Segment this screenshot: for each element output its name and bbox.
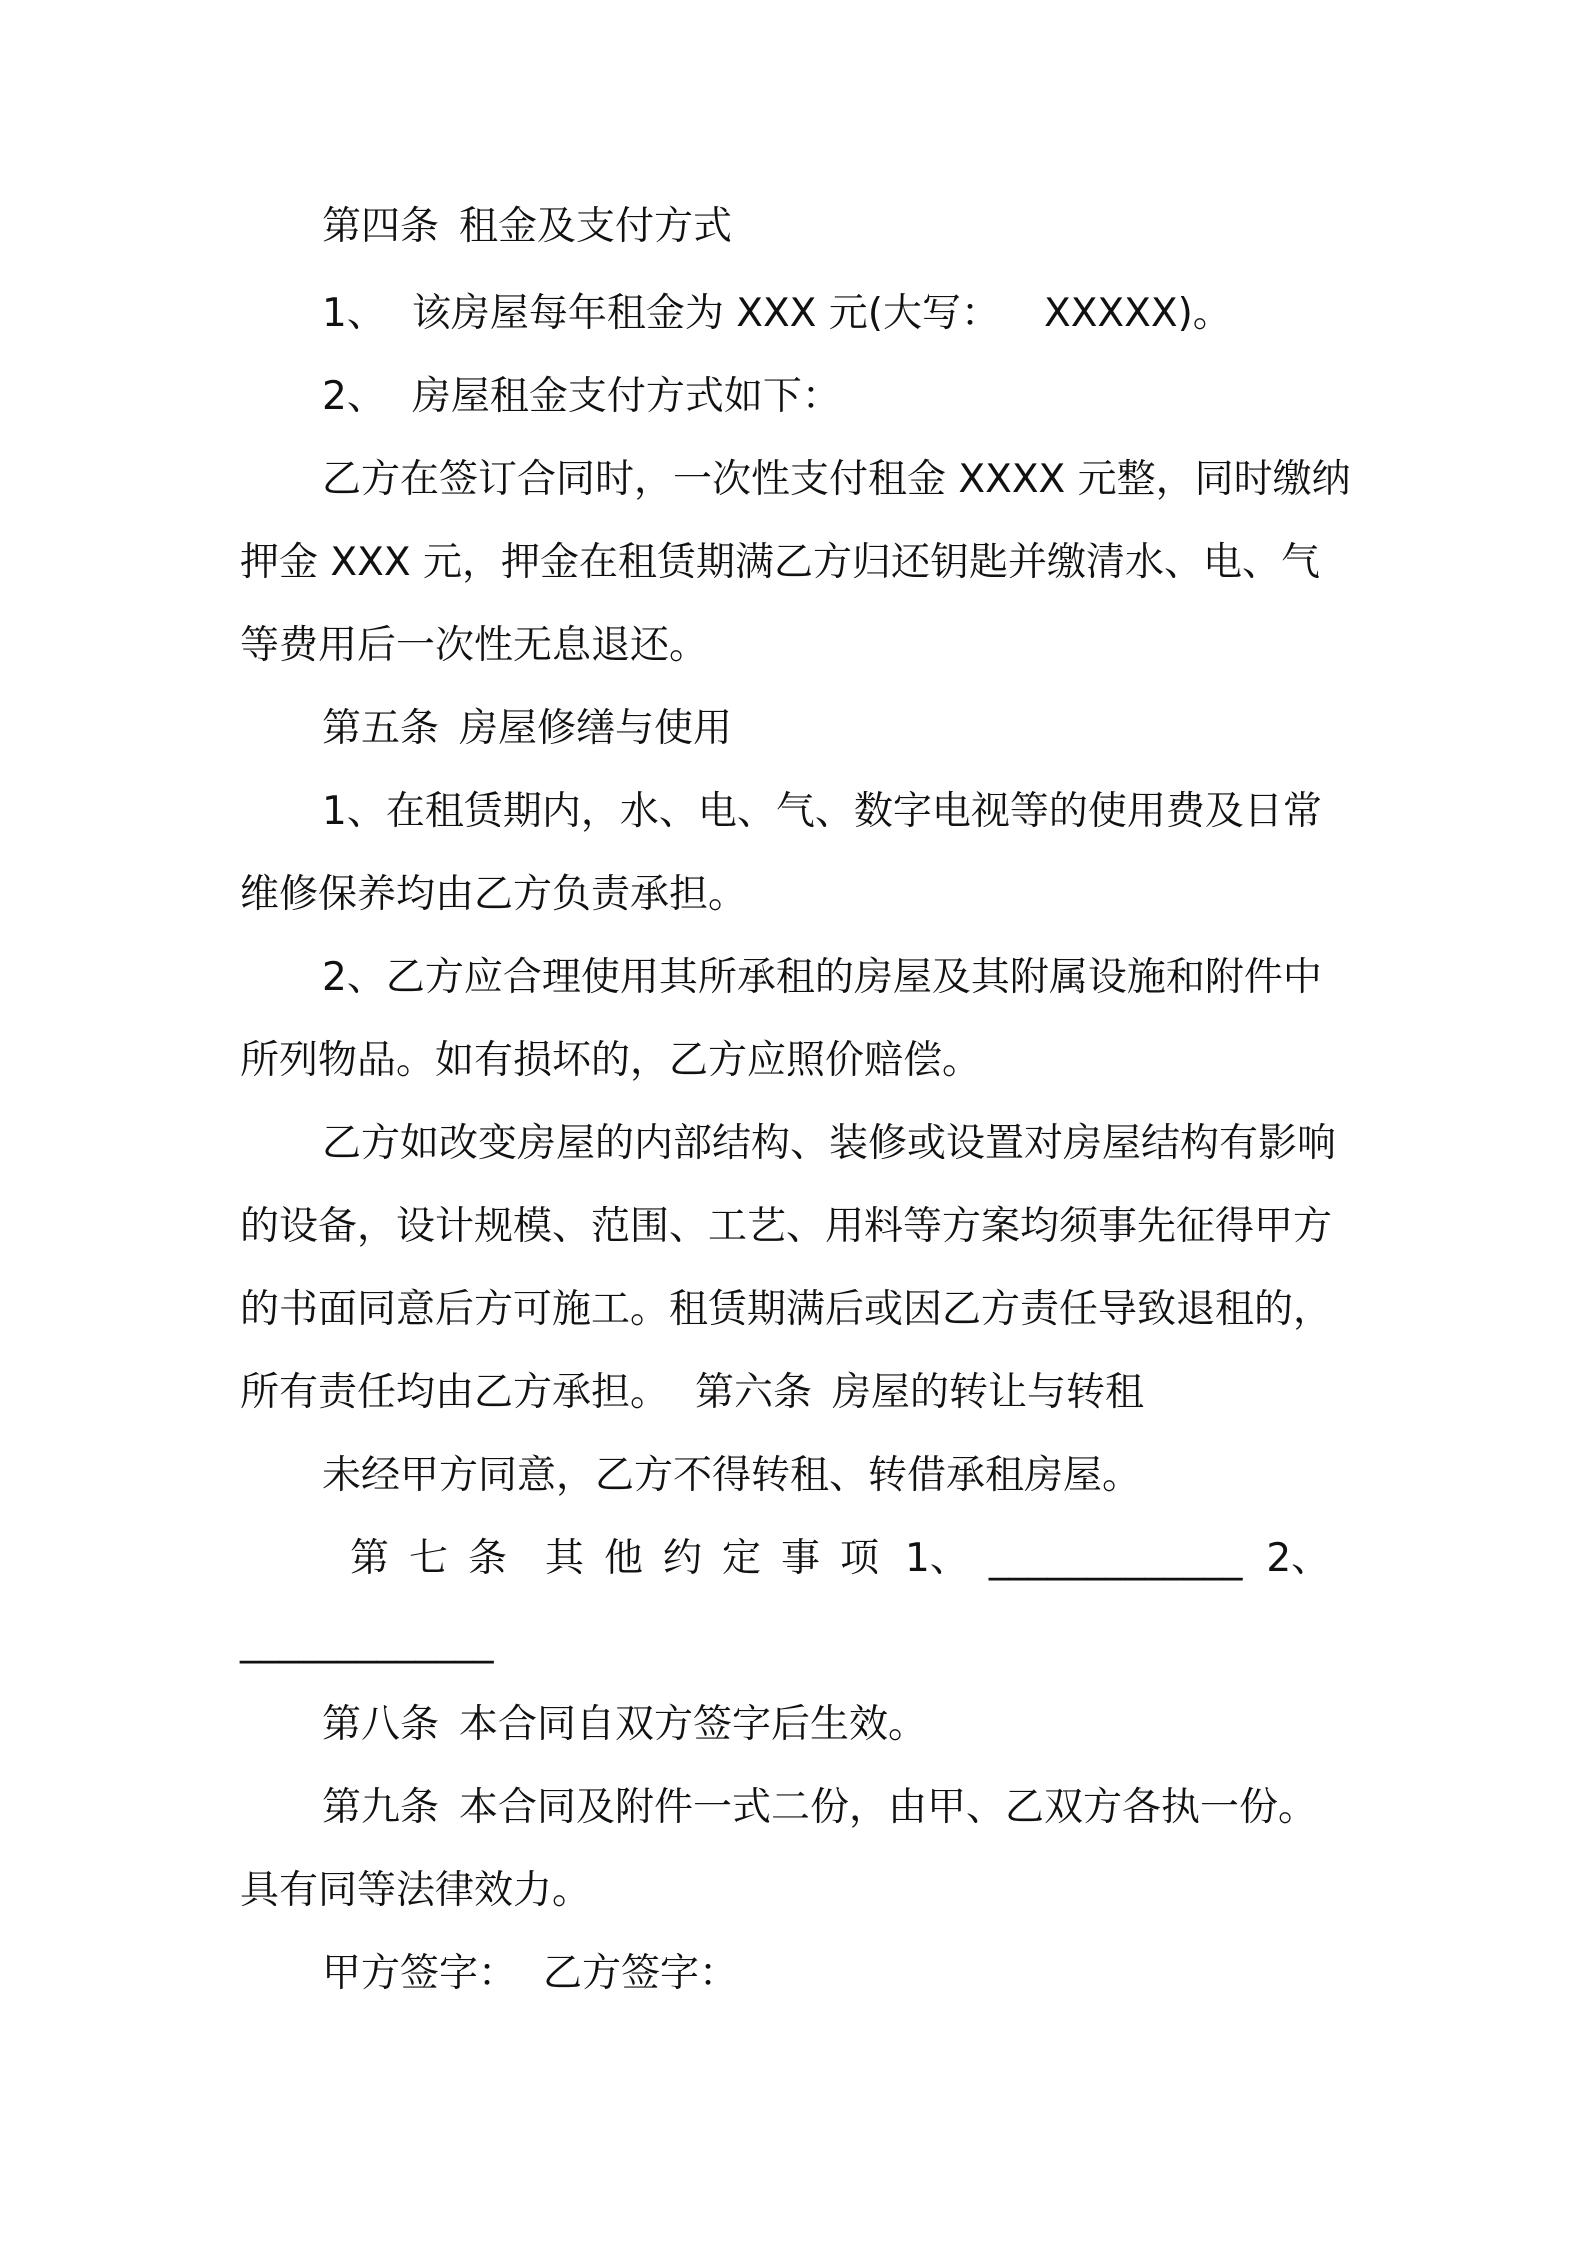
article5-item1-line1: 1、在租赁期内，水、电、气、数字电视等的使用费及日常 — [322, 789, 1322, 834]
article5-para-line3: 的书面同意后方可施工。租赁期满后或因乙方责任导致退租的， — [240, 1287, 1333, 1332]
article5-number: 第五条 — [322, 706, 440, 751]
article5-para-line1: 乙方如改变房屋的内部结构、装修或设置对房屋结构有影响 — [322, 1121, 1337, 1166]
article7-number: 第七条 — [350, 1536, 528, 1581]
article4-item2-text: 房屋租金支付方式如下： — [411, 374, 841, 419]
article7-title: 其他约定事项 — [545, 1536, 900, 1581]
article5-item2-line1: 2、乙方应合理使用其所承租的房屋及其附属设施和附件中 — [322, 955, 1322, 1000]
article7-item2-number: 2、 — [1266, 1536, 1331, 1581]
article5-para-line4 — [240, 1368, 1360, 1418]
article9-heading — [322, 1783, 1442, 1833]
article7-item1-number: 1、 — [905, 1536, 969, 1581]
article8-heading — [322, 1700, 1442, 1750]
article6-number: 第六条 — [695, 1370, 813, 1415]
article7-item1-blank: _____________ — [988, 1536, 1243, 1581]
article7-item2-blank: _____________ — [240, 1619, 494, 1664]
article9-number: 第九条 — [322, 1785, 440, 1830]
article8-number: 第八条 — [322, 1702, 440, 1747]
article4-item1-text: 该房屋每年租金为 XXX 元(大写： — [411, 291, 1000, 336]
article4-para-line3: 等费用后一次性无息退还。 — [240, 623, 709, 668]
article9-line2: 具有同等法律效力。 — [240, 1868, 592, 1913]
article5-title: 房屋修缮与使用 — [459, 706, 733, 751]
article5-para-line2: 的设备，设计规模、范围、工艺、用料等方案均须事先征得甲方 — [240, 1204, 1333, 1249]
article4-item1 — [322, 289, 1442, 339]
article6-title: 房屋的转让与转租 — [832, 1370, 1145, 1415]
article6-para: 未经甲方同意，乙方不得转租、转借承租房屋。 — [322, 1453, 1142, 1498]
article4-item1-amount: XXXXX)。 — [1044, 291, 1232, 336]
article4-item2 — [322, 372, 1442, 422]
signature-line — [322, 1949, 1442, 1999]
article4-number: 第四条 — [322, 204, 440, 249]
article7-heading — [350, 1534, 1470, 1584]
article5-heading — [322, 704, 1442, 754]
article4-title: 租金及支付方式 — [459, 204, 733, 249]
party-b-signature-label: 乙方签字： — [543, 1951, 739, 1996]
article5-item1-line2: 维修保养均由乙方负责承担。 — [240, 872, 748, 917]
article8-text: 本合同自双方签字后生效。 — [459, 1702, 928, 1747]
article9-text: 本合同及附件一式二份，由甲、乙双方各执一份。 — [459, 1785, 1318, 1830]
article4-heading — [322, 202, 1442, 252]
party-a-signature-label: 甲方签字： — [322, 1951, 518, 1996]
article4-item2-number: 2、 — [322, 374, 386, 419]
article5-item2-line2: 所列物品。如有损坏的，乙方应照价赔偿。 — [240, 1038, 982, 1083]
article4-item1-number: 1、 — [322, 291, 386, 336]
article4-para-line2: 押金 XXX 元，押金在租赁期满乙方归还钥匙并缴清水、电、气 — [240, 540, 1320, 585]
article5-para-line4-text: 所有责任均由乙方承担。 — [240, 1370, 670, 1415]
article4-para-line1: 乙方在签订合同时，一次性支付租金 XXXX 元整，同时缴纳 — [322, 457, 1351, 502]
